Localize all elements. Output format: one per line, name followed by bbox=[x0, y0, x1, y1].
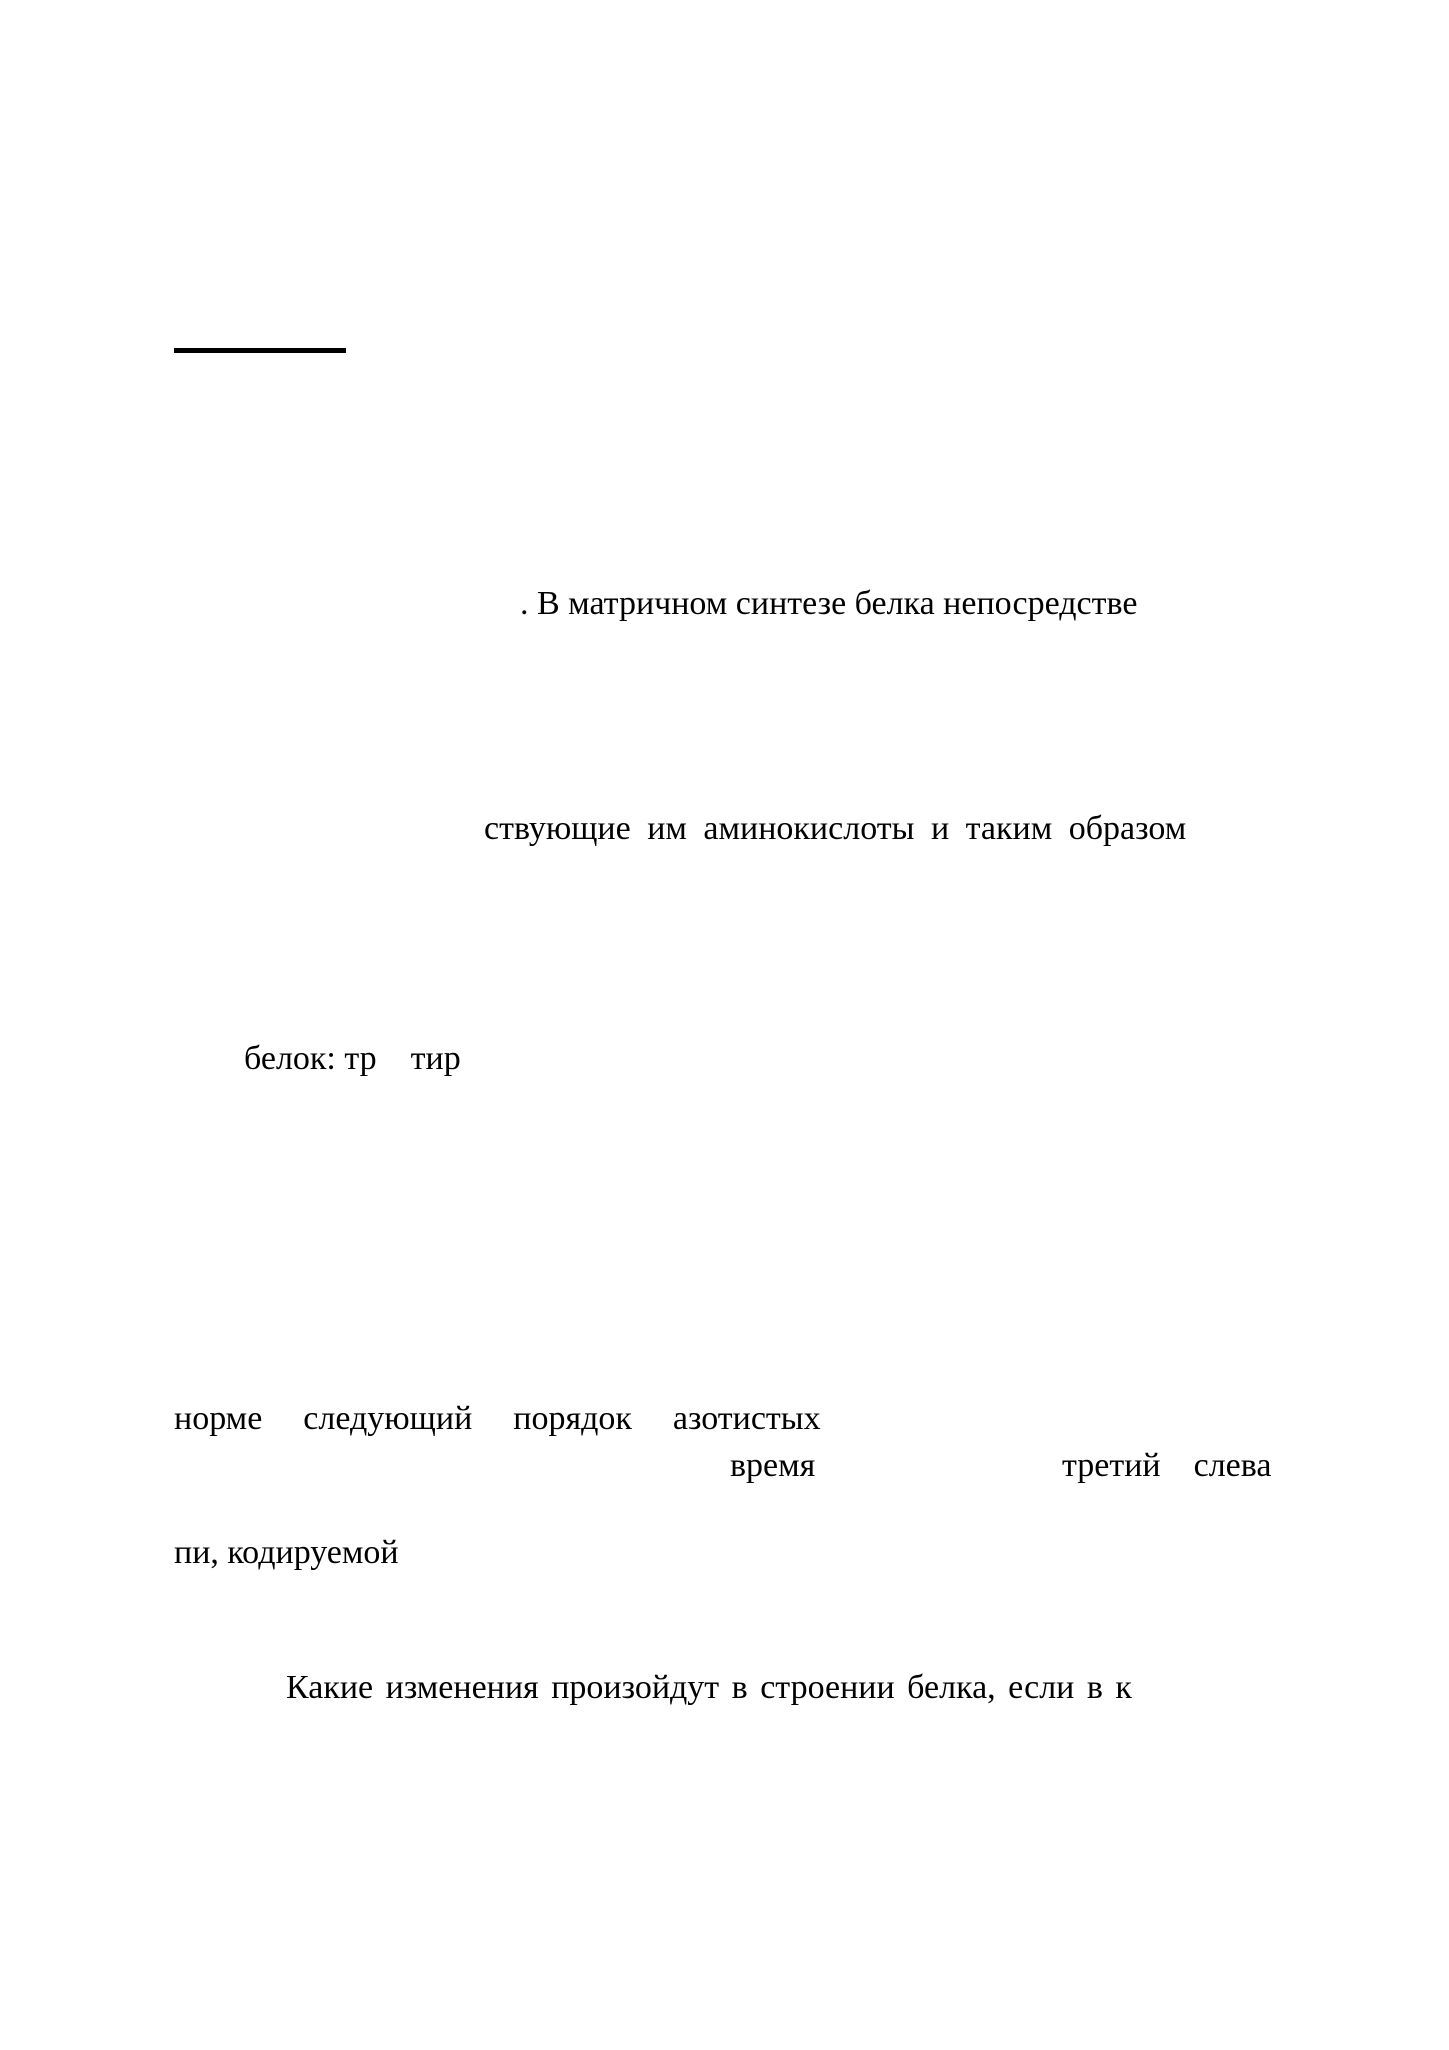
text-line-7: пи, кодируемой bbox=[174, 1534, 399, 1571]
text-line-3: белок: тр тир bbox=[244, 1040, 461, 1077]
text-line-4: норме следующий порядок азотистых bbox=[174, 1400, 821, 1437]
text-line-6: третий слева bbox=[1062, 1447, 1272, 1484]
text-line-5: время bbox=[730, 1447, 816, 1484]
text-line-1: . В матричном синтезе белка непосредстве bbox=[520, 585, 1138, 622]
text-line-8: Какие изменения произойдут в строении белка, если в к bbox=[286, 1669, 1132, 1706]
text-line-2: ствующие им аминокислоты и таким образом bbox=[484, 810, 1187, 847]
horizontal-rule bbox=[174, 348, 346, 353]
